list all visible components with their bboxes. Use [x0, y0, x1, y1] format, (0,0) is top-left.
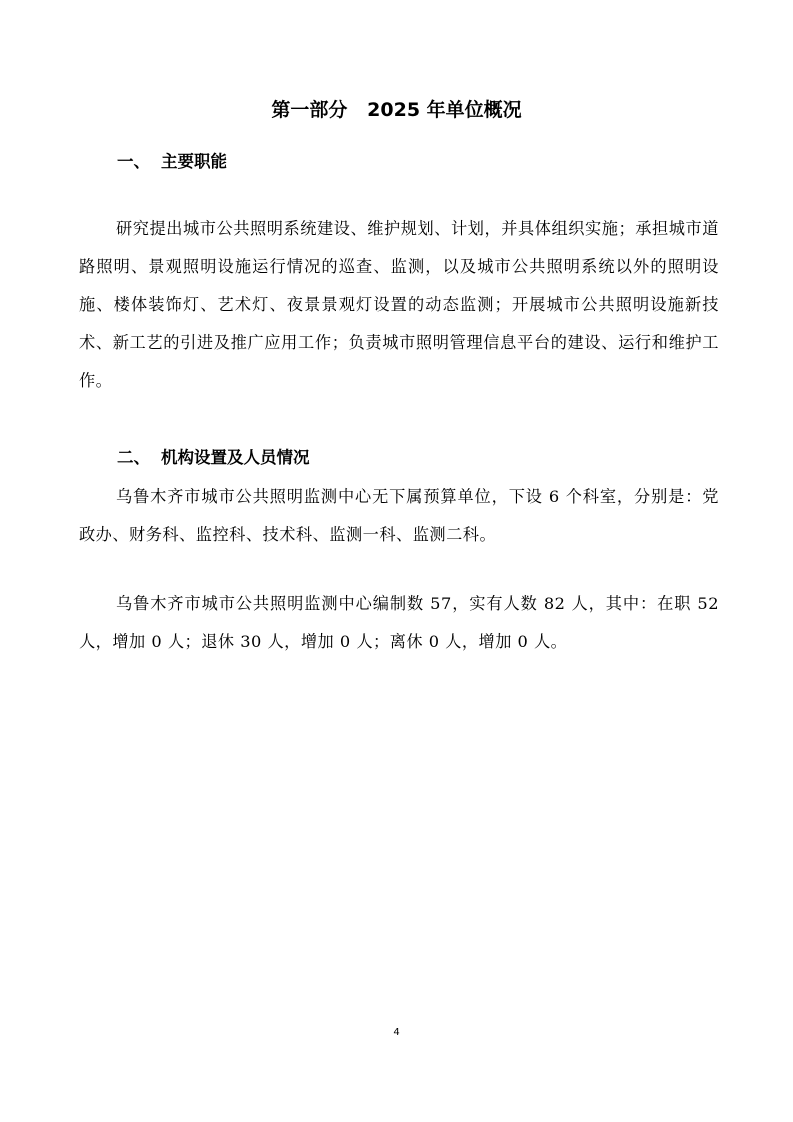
section-title: 机构设置及人员情况: [161, 448, 310, 467]
section-heading-organization: [117, 447, 310, 469]
page-number: 4: [393, 1027, 400, 1038]
page-title: 第一部分 2025 年单位概况: [271, 99, 522, 121]
section-title: 主要职能: [161, 152, 227, 171]
paragraph-staffing: 乌鲁木齐市城市公共照明监测中心编制数 57，实有人数 82 人，其中：在职 52 人，增加 0 人；退休 30 人，增加 0 人；离休 0 人，增加 0 人。: [79, 594, 719, 651]
paragraph-organization-structure: 乌鲁木齐市城市公共照明监测中心无下属预算单位，下设 6 个科室，分别是：党政办、财务科、监控科、技术科、监测一科、监测二科。: [79, 487, 719, 544]
paragraph-main-functions: 研究提出城市公共照明系统建设、维护规划、计划，并具体组织实施；承担城市道路照明、景观照明设施运行情况的巡查、监测，以及城市公共照明系统以外的照明设施、楼体装饰灯、艺术灯、夜景景观灯设置的动态监测；开展城市公共照明设施新技术、新工艺的引进及推广应用工作；负责城市照明管理信息平台的建设、运行和维护工作。: [79, 219, 719, 390]
section-number: 一、: [117, 152, 150, 171]
section-heading-main-functions: [117, 151, 227, 173]
section-number: 二、: [117, 448, 150, 467]
